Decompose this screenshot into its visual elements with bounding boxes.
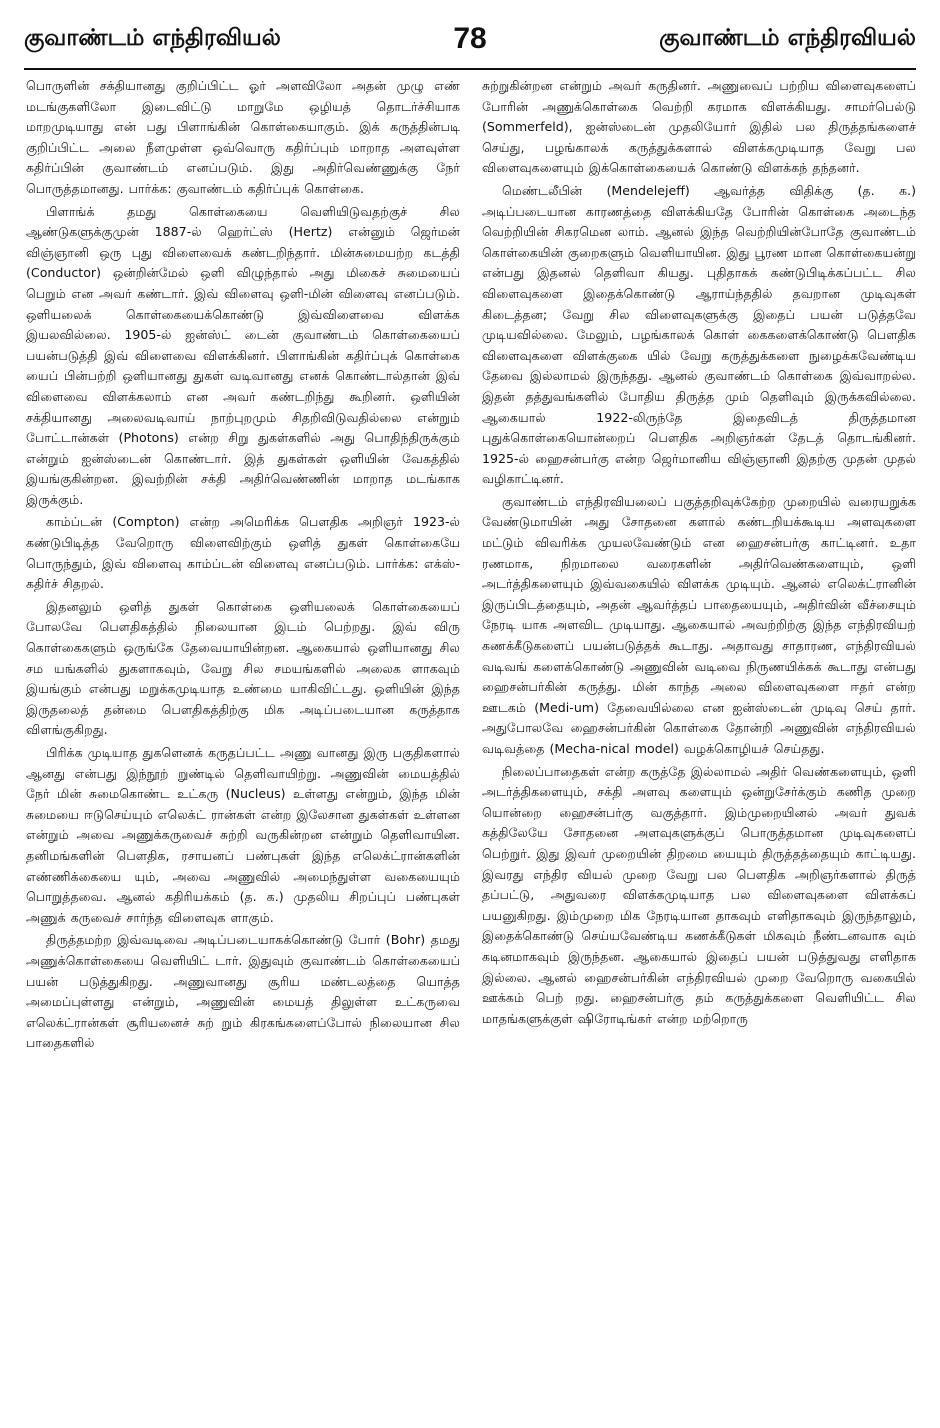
running-head-right: குவாண்டம் எந்திரவியல் [659, 24, 916, 51]
paragraph: திருத்தமற்ற இவ்வடிவை அடிப்படையாகக்கொண்டு போர் (Bohr) தமது அணுக்கொள்கையை வெளியிட் டார். இதுவும் குவாண்டம் கொள்கையைப் பயன் படுத்துகிறது. அணுவானது சூரிய மண்டலத்தை யொத்த அமைப்புள்ளது என்றும், அணுவின் மையத் திலுள்ள உட்கருவை எலெக்ட்ரான்கள் சூரியனைச் சுற் றும் கிரகங்களைப்போல் நிலையான சில பாதைகளில் [26, 932, 460, 1051]
paragraph: இதனலும் ஒளித் துகள் கொள்கை ஒளியலைக் கொள்கையைப் போலவே பௌதிகத்தில் நிலையான இடம் பெற்றது. இவ் விரு கொள்கைகளும் ஒருங்கே தேவையாயின்றன. ஆகையால் ஒளியானது சில சம யங்களில் துகளாகவும், வேறு சில சமயங்களில் அலைக ளாகவும் இயங்கும் என்பது மறுக்கமுடியாத உண்மை யாகிவிட்டது. ஒளியின் இந்த இருதலைத் தன்மை பௌதிகத்திற்கு மிக அடிப்படையான கருத்தாக விளங்குகிறது. [26, 598, 460, 738]
body-columns [26, 76, 916, 1420]
right-column [482, 76, 916, 1420]
paragraph: பிரிக்க முடியாத துகளெனக் கருதப்பட்ட அணு வானது இரு பகுதிகளால் ஆனது என்பது இந்நூற் றுண்டில் தெளிவாயிற்று. அணுவின் மையத்தில் நேர் மின் சுமைகொண்ட உட்கரு (Nucleus) உள்ளது என்றும், இந்த மின் சுமையை ஈடுசெய்யும் எலெக்ட் ரான்கள் என்ற இலேசான துகள்கள் உள்ளன என்றும் அவை அணுக்கருவைச் சுற்றி வருகின்றன என்றும் தெளிவாயின. தனிமங்களின் பௌதிக, ரசாயனப் பண்புகள் இந்த எலெக்ட்ரான்களின் எண்ணிக்கையை யும், அவை அணுவில் அமைந்துள்ள வகையையும் பொறுத்தவை. ஆனல் கதிரியக்கம் (த. க.) முதலிய சிறப்புப் பண்புகள் அணுக் கருவைச் சார்ந்த விளைவுக ளாகும். [26, 745, 460, 925]
running-head-left: குவாண்டம் எந்திரவியல் [24, 24, 281, 51]
paragraph: சுற்றுகின்றன என்றும் அவர் கருதினர். அணுவைப் பற்றிய விளைவுகளைப் போரின் அணுக்கொள்கை வெற்றி கரமாக விளக்கியது. சாமர்பெல்டு (Sommerfeld), ஐன்ஸ்டைன் முதலியோர் இதில் பல திருத்தங்களைச் செய்து, பழங்காலக் கருத்துக்களால் விளக்கமுடியாத வேறு பல விளைவுகளையும் இக்கொள்கையைக் கொண்டு விளக்கந் தந்தனர். [482, 78, 916, 176]
paragraph: பிளாங்க் தமது கொள்கையை வெளியிடுவதற்குச் சில ஆண்டுகளுக்குமுன் 1887-ல் ஹெர்ட்ஸ் (Hertz) என்னும் ஜெர்மன் விஞ்ஞானி ஒரு புது விளைவைக் கண்டறிந்தார். மின்சுமையற்ற கடத்தி (Conductor) ஒன்றின்மேல் ஒளி விழுந்தால் அது மிகைச் சுமையைப் பெறும் என அவர் கண்டார். இவ் விளைவு ஒளி-மின் விளைவு எனப்படும். ஒளியலைக் கொள்கையைக்கொண்டு இவ்விளைவை விளக்க இயலவில்லை. 1905-ல் ஐன்ஸ்ட் டைன் குவாண்டம் கொள்கையைப் பயன்படுத்தி இவ் விளைவை விளக்கினர். பிளாங்கின் கதிர்ப்புக் கொள்கை யைப் பின்பற்றி ஒளியானது துகள் வடிவானது எனக் கொண்டால்தான் இவ் விளைவை விளக்கலாம் என அவர் கண்டறிந்து கூறினர். ஒளியின் சக்தியானது அலைவடிவாய் நாற்புறமும் சிதறிவிடுவதில்லை என்றும் போட்டான்கள் (Photons) என்ற சிறு துகள்களில் அது பொதிந்திருக்கும் என்றும் ஐன்ஸ்டைன் கொண்டார். இத் துகள்கள் ஒளியின் வேகத்தில் இயங்குகின்றன. இவற்றின் சக்தி அதிர்வெண்ணின் மாறாத மடங்காக இருக்கும். [26, 203, 460, 507]
paragraph: குவாண்டம் எந்திரவியலைப் பகுத்தறிவுக்கேற்ற முறையில் வரையறுக்க வேண்டுமாயின் அது சோதனை களால் கண்டறியக்கூடிய அளவுகளை மட்டும் விவரிக்க முயலவேண்டும் என ஹைசன்பர்கு காட்டினர். உதா ரணமாக, நிறமாலை வரைகளின் அதிர்வெண்களையும், ஒளி அடர்த்திகளையும் இவ்வகையில் விளக்க முடியும். ஆனல் எலெக்ட்ரானின் இருப்பிடத்தையும், அதன் ஆவர்த்தப் பாதையையும், அதிர்வின் வீச்சையும் நேரடி யாக அளவிட முடியாது. ஆகையால் அவற்றிற்கு இந்த எந்திரவியற் கணக்கீடுகளைப் பயன்படுத்தக் கூடாது. அதாவது சாதாரண, எந்திரவியல் வடிவங் களைக்கொண்டு அணுவின் வடிவை நிருணயிக்கக் கூடாது என்பது ஹைசன்பர்கின் கருத்து. மின் காந்த அலை விளைவுகளை ஈதர் என்ற ஊடகம் (Medi-um) தேவையில்லை என ஐன்ஸ்டைன் முடிவு செய் தார். அதுபோலவே ஹைசன்பர்கின் கொள்கை தோன்றி அணுவின் எந்திரவியல் வடிவத்தை (Mecha-nical model) வழக்கொழியச் செய்தது. [482, 493, 916, 756]
paragraph: மெண்டலீபின் (Mendelejeff) ஆவர்த்த விதிக்கு (த. க.) அடிப்படையான காரணத்தை விளக்கியதே போரின் கொள்கை அடைந்த வெற்றியின் சிகரமென லாம். ஆனல் இந்த வெற்றியின்போதே குவாண்டம் கொள்கையின் குறைகளும் வெளியாயின. இது பூரண மான கொள்கையன்று என்பது இதனல் தெளிவா கியது. புதிதாகக் கண்டுபிடிக்கப்பட்ட சில விளைவுகளை இதைக்கொண்டு ஆராய்ந்ததில் தவறான முடிவுகள் கிடைத்தன; வேறு சில விளைவுகளுக்கு இதைப் பயன் படுத்தவே முடியவில்லை. மேலும், பழங்காலக் கொள் கைகளைக்கொண்டு பௌதிக விளைவுகளை விளக்குகை யில் வேறு கருத்துக்களை நுழைக்கவேண்டிய தேவை இல்லாமல் இருந்தது. ஆனல் குவாண்டம் கொள்கை இவ்வாறல்ல. இதன் தத்துவங்களில் போதிய திருத்த மும் தெளிவும் இருக்கவில்லை. ஆகையால் 1922-லிருந்தே இதைவிடத் திருத்தமான புதுக்கொள்கையொன்றைப் பௌதிக அறிஞர்கள் தேடத் தொடங்கினர். 1925-ல் ஹைசன்பர்கு என்ற ஜெர்மானிய விஞ்ஞானி இதற்கு முதன் முதல் வழிகாட்டினர். [482, 182, 916, 487]
paragraph: பொருளின் சக்தியானது குறிப்பிட்ட ஓர் அளவிலோ அதன் முழு எண் மடங்குகளிலோ இடைவிட்டு மாறுமே ஒழியத் தொடர்ச்சியாக மாறமுடியாது என் பது பிளாங்கின் கொள்கையாகும். இக் கருத்தின்படி குறிப்பிட்ட அலை நீளமுள்ள ஒவ்வொரு கதிர்ப்பும் மாறாத அளவுள்ள கதிர்ப்பின் குவாண்டம் எனப்படும். இது அதிர்வெண்ணுக்கு நேர் பொருத்தமானது. பார்க்க: குவாண்டம் கதிர்ப்புக் கொள்கை. [26, 78, 460, 196]
paragraph: காம்ப்டன் (Compton) என்ற அமெரிக்க பௌதிக அறிஞர் 1923-ல் கண்டுபிடித்த வேறொரு விளைவிற்கும் ஒளித் துகள் கொள்கையே பொருந்தும், இவ் விளைவு காம்ப்டன் விளைவு எனப்படும். பார்க்க: எக்ஸ்-கதிர்ச் சிதறல். [26, 514, 460, 592]
paragraph: நிலைப்பாதைகள் என்ற கருத்தே இல்லாமல் அதிர் வெண்களையும், ஒளி அடர்த்திகளையும், சக்தி அளவு களையும் ஒன்றுசேர்க்கும் கணித முறை யொன்றை ஹைசன்பர்கு வகுத்தார். இம்முறையினல் அவர் துவக் கத்திலேயே சோதனை அளவுகளுக்குப் பொருத்தமான முடிவுகளைப் பெற்றுர். இது இவர் முறையின் திறமை யையும் திருத்தத்தையும் காட்டியது. இவரது எந்திர வியல் முறை வேறு பல பௌதிக அறிஞர்களால் திருத் தப்பட்டு, அதுவரை விளக்கமுடியாத பல விளைவுகளை விளக்கப் பயனுகிறது. இம்முறை மிக நேரடியான தாகவும் எளிதாகவும் இருந்தாலும், இதைக்கொண்டு செய்யவேண்டிய கணக்கீடுகள் மிகவும் நீண்டனவாக வும் கடினமாகவும் இருந்தன. ஆகையால் இதைப் பயன் படுத்துவது எளிதாக இல்லை. ஆனல் ஹைசன்பர்கின் எந்திரவியல் முறை வேறொரு வகையில் ஊக்கம் பெற் றது. ஹைசன்பர்கு தம் கருத்துக்களை வெளியிட்ட சில மாதங்களுக்குள் ஷிரோடிங்கர் என்ற மற்றொரு [482, 763, 916, 1026]
page-header [24, 14, 916, 64]
left-column [26, 76, 460, 1420]
header-rule [24, 68, 916, 70]
page-number: 78 [453, 22, 487, 55]
